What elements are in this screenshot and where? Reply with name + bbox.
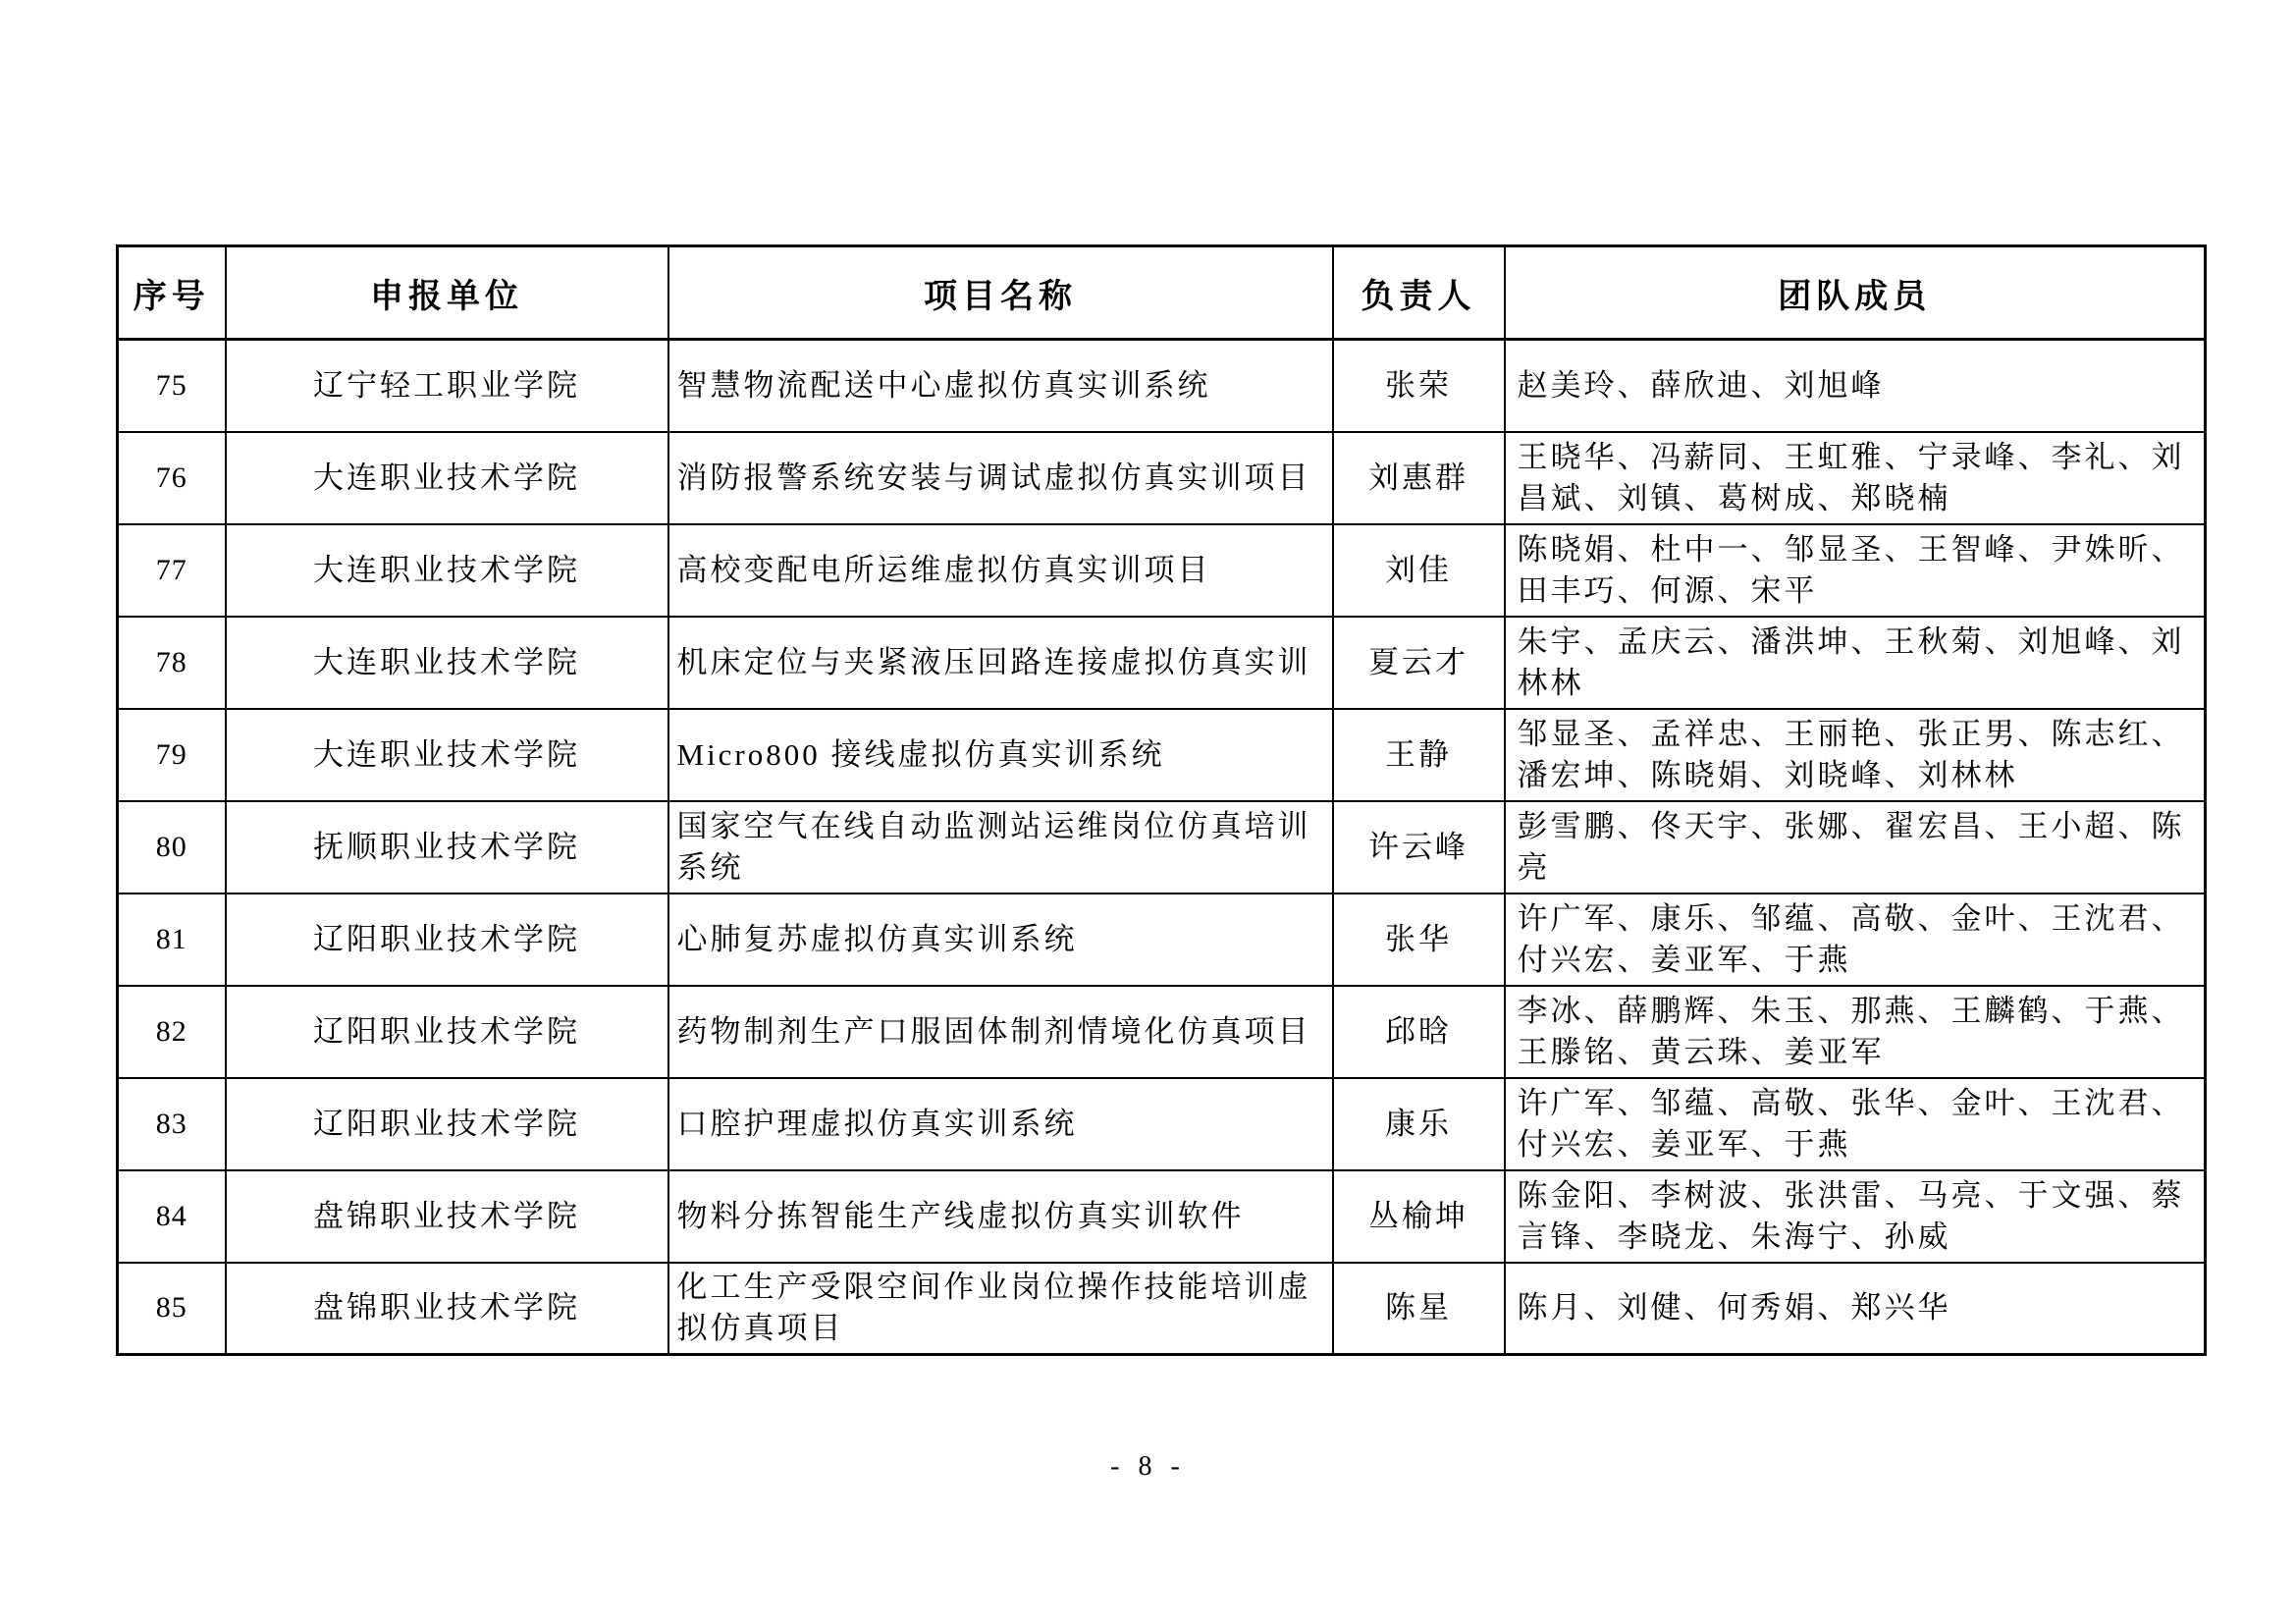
table-body — [118, 340, 2206, 1355]
col-header-leader: 负责人 — [1333, 246, 1505, 340]
cell-unit: 盘锦职业技术学院 — [226, 1263, 668, 1355]
cell-leader: 张荣 — [1333, 340, 1505, 432]
page-number: - 8 - — [1110, 1451, 1186, 1482]
cell-team: 王晓华、冯薪同、王虹雅、宁录峰、李礼、刘昌斌、刘镇、葛树成、郑晓楠 — [1505, 432, 2206, 524]
cell-leader: 刘惠群 — [1333, 432, 1505, 524]
table-row — [118, 340, 2206, 432]
cell-index: 82 — [118, 986, 226, 1078]
table-header — [118, 246, 2206, 340]
cell-project: 口腔护理虚拟仿真实训系统 — [668, 1078, 1333, 1170]
cell-index: 77 — [118, 524, 226, 617]
cell-project: 心肺复苏虚拟仿真实训系统 — [668, 893, 1333, 986]
cell-index: 75 — [118, 340, 226, 432]
table-row — [118, 1263, 2206, 1355]
cell-team: 邹显圣、孟祥忠、王丽艳、张正男、陈志红、潘宏坤、陈晓娟、刘晓峰、刘林林 — [1505, 709, 2206, 801]
table-row — [118, 432, 2206, 524]
table-row — [118, 524, 2206, 617]
table-row — [118, 986, 2206, 1078]
cell-index: 83 — [118, 1078, 226, 1170]
cell-unit: 大连职业技术学院 — [226, 709, 668, 801]
col-header-team: 团队成员 — [1505, 246, 2206, 340]
cell-leader: 陈星 — [1333, 1263, 1505, 1355]
cell-leader: 丛榆坤 — [1333, 1170, 1505, 1263]
cell-unit: 辽阳职业技术学院 — [226, 893, 668, 986]
cell-team: 赵美玲、薛欣迪、刘旭峰 — [1505, 340, 2206, 432]
table-row — [118, 1170, 2206, 1263]
cell-leader: 许云峰 — [1333, 801, 1505, 893]
cell-team: 朱宇、孟庆云、潘洪坤、王秋菊、刘旭峰、刘林林 — [1505, 617, 2206, 709]
cell-team: 彭雪鹏、佟天宇、张娜、翟宏昌、王小超、陈亮 — [1505, 801, 2206, 893]
cell-project: Micro800 接线虚拟仿真实训系统 — [668, 709, 1333, 801]
cell-index: 78 — [118, 617, 226, 709]
cell-index: 85 — [118, 1263, 226, 1355]
cell-team: 许广军、康乐、邹蕴、高敬、金叶、王沈君、付兴宏、姜亚军、于燕 — [1505, 893, 2206, 986]
table-row — [118, 617, 2206, 709]
cell-leader: 康乐 — [1333, 1078, 1505, 1170]
cell-team: 陈金阳、李树波、张洪雷、马亮、于文强、蔡言锋、李晓龙、朱海宁、孙威 — [1505, 1170, 2206, 1263]
table-header-row — [118, 246, 2206, 340]
cell-unit: 大连职业技术学院 — [226, 617, 668, 709]
cell-team: 许广军、邹蕴、高敬、张华、金叶、王沈君、付兴宏、姜亚军、于燕 — [1505, 1078, 2206, 1170]
cell-leader: 刘佳 — [1333, 524, 1505, 617]
cell-leader: 张华 — [1333, 893, 1505, 986]
cell-team: 陈月、刘健、何秀娟、郑兴华 — [1505, 1263, 2206, 1355]
cell-project: 物料分拣智能生产线虚拟仿真实训软件 — [668, 1170, 1333, 1263]
cell-unit: 大连职业技术学院 — [226, 432, 668, 524]
cell-leader: 王静 — [1333, 709, 1505, 801]
cell-unit: 辽宁轻工职业学院 — [226, 340, 668, 432]
col-header-unit: 申报单位 — [226, 246, 668, 340]
cell-project: 国家空气在线自动监测站运维岗位仿真培训系统 — [668, 801, 1333, 893]
table-row — [118, 801, 2206, 893]
cell-project: 消防报警系统安装与调试虚拟仿真实训项目 — [668, 432, 1333, 524]
cell-unit: 抚顺职业技术学院 — [226, 801, 668, 893]
project-approval-table — [116, 244, 2207, 1356]
table-row — [118, 893, 2206, 986]
col-header-project: 项目名称 — [668, 246, 1333, 340]
cell-index: 81 — [118, 893, 226, 986]
cell-unit: 辽阳职业技术学院 — [226, 986, 668, 1078]
table-row — [118, 709, 2206, 801]
cell-index: 80 — [118, 801, 226, 893]
cell-project: 药物制剂生产口服固体制剂情境化仿真项目 — [668, 986, 1333, 1078]
cell-project: 高校变配电所运维虚拟仿真实训项目 — [668, 524, 1333, 617]
cell-project: 化工生产受限空间作业岗位操作技能培训虚拟仿真项目 — [668, 1263, 1333, 1355]
cell-unit: 大连职业技术学院 — [226, 524, 668, 617]
cell-index: 84 — [118, 1170, 226, 1263]
cell-index: 79 — [118, 709, 226, 801]
cell-team: 李冰、薛鹏辉、朱玉、那燕、王麟鹤、于燕、王滕铭、黄云珠、姜亚军 — [1505, 986, 2206, 1078]
cell-leader: 夏云才 — [1333, 617, 1505, 709]
table-row — [118, 1078, 2206, 1170]
cell-team: 陈晓娟、杜中一、邹显圣、王智峰、尹姝昕、田丰巧、何源、宋平 — [1505, 524, 2206, 617]
col-header-index: 序号 — [118, 246, 226, 340]
cell-leader: 邱晗 — [1333, 986, 1505, 1078]
cell-project: 机床定位与夹紧液压回路连接虚拟仿真实训 — [668, 617, 1333, 709]
cell-project: 智慧物流配送中心虚拟仿真实训系统 — [668, 340, 1333, 432]
cell-index: 76 — [118, 432, 226, 524]
cell-unit: 辽阳职业技术学院 — [226, 1078, 668, 1170]
cell-unit: 盘锦职业技术学院 — [226, 1170, 668, 1263]
